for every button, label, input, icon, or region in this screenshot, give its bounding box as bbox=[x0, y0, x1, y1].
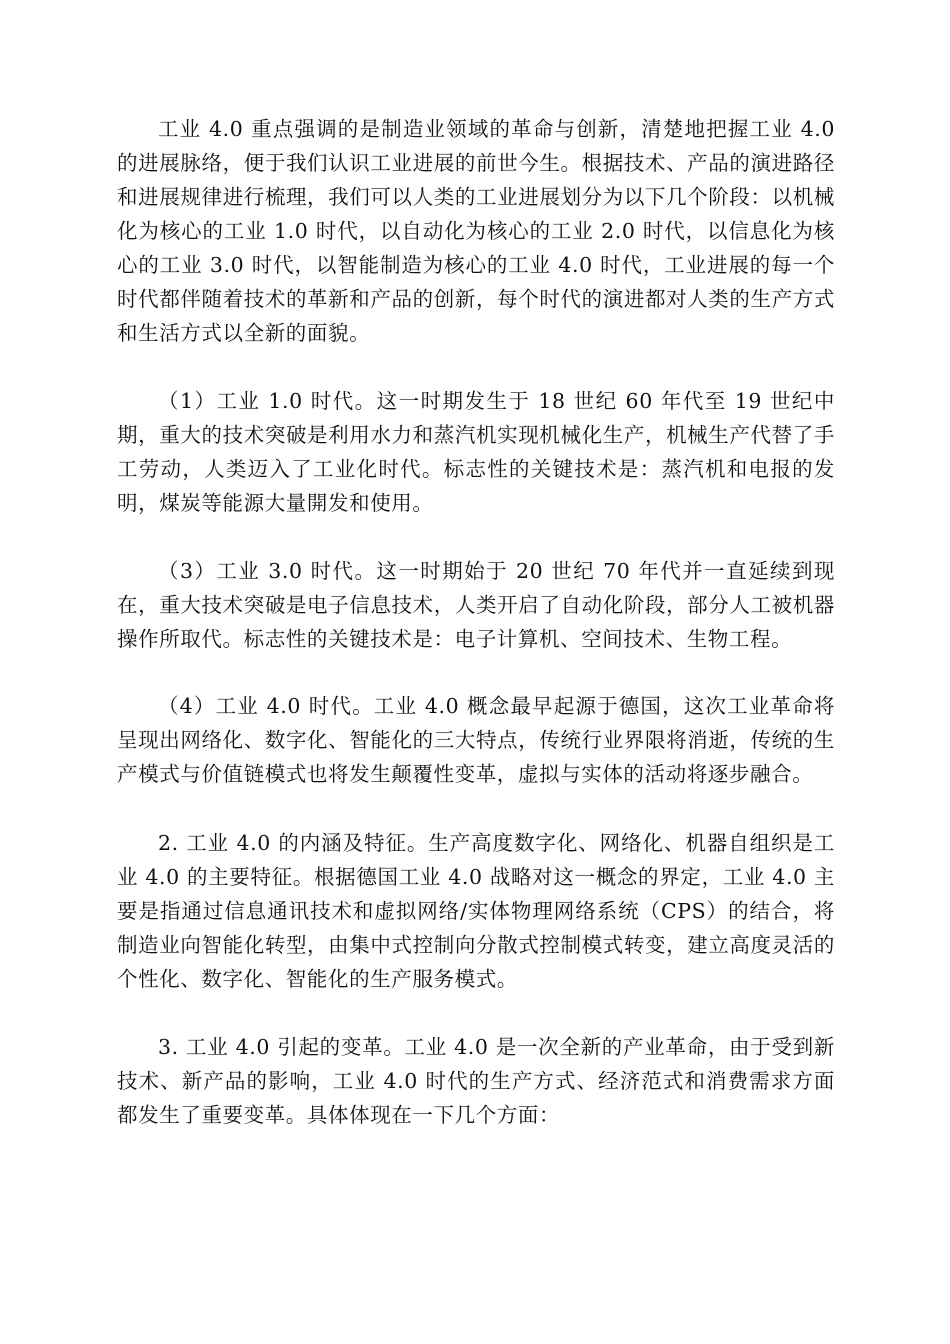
paragraph-intro: 工业 4.0 重点强调的是制造业领域的革命与创新，清楚地把握工业 4.0 的进展脉络，便于我们认识工业进展的前世今生。根据技术、产品的演进路径和进展规律进行梳理，我们可以人类的工业进展划分为以下几个阶段：以机械化为核心的工业 1.0 时代，以自动化为核心的工业 2.0 时代，以信息化为核心的工业 3.0 时代，以智能制造为核心的工业 4.0 时代，工业进展的每一个时代都伴随着技术的革新和产品的创新，每个时代的演进都对人类的生产方式和生活方式以全新的面貌。 bbox=[117, 117, 835, 345]
paragraph-connotation-features: 2. 工业 4.0 的内涵及特征。生产高度数字化、网络化、机器自组织是工业 4.0 的主要特征。根据德国工业 4.0 战略对这一概念的界定，工业 4.0 主要是指通过信息通讯技术和虚拟网络/实体物理网络系统（CPS）的结合，将制造业向智能化转型，由集中式控制向分散式控制模式转变，建立高度灵活的个性化、数字化、智能化的生产服务模式。 bbox=[117, 831, 835, 991]
paragraph-industry-4-0: （4）工业 4.0 时代。工业 4.0 概念最早起源于德国，这次工业革命将呈现出网络化、数字化、智能化的三大特点，传统行业界限将消逝，传统的生产模式与价值链模式也将发生颠覆性变革，虚拟与实体的活动将逐步融合。 bbox=[117, 694, 835, 786]
paragraph-industry-3-0: （3）工业 3.0 时代。这一时期始于 20 世纪 70 年代并一直延续到现在，重大技术突破是电子信息技术，人类开启了自动化阶段，部分人工被机器操作所取代。标志性的关键技术是：电子计算机、空间技术、生物工程。 bbox=[117, 559, 835, 651]
paragraph-industry-1-0: （1）工业 1.0 时代。这一时期发生于 18 世纪 60 年代至 19 世纪中期，重大的技术突破是利用水力和蒸汽机实现机械化生产，机械生产代替了手工劳动，人类迈入了工业化时代。标志性的关键技术是：蒸汽机和电报的发明，煤炭等能源大量開发和使用。 bbox=[117, 389, 835, 515]
document-page bbox=[117, 112, 835, 1132]
paragraph-changes: 3. 工业 4.0 引起的变革。工业 4.0 是一次全新的产业革命，由于受到新技术、新产品的影响，工业 4.0 时代的生产方式、经济范式和消费需求方面都发生了重要变革。具体体现在一下几个方面： bbox=[117, 1035, 835, 1127]
